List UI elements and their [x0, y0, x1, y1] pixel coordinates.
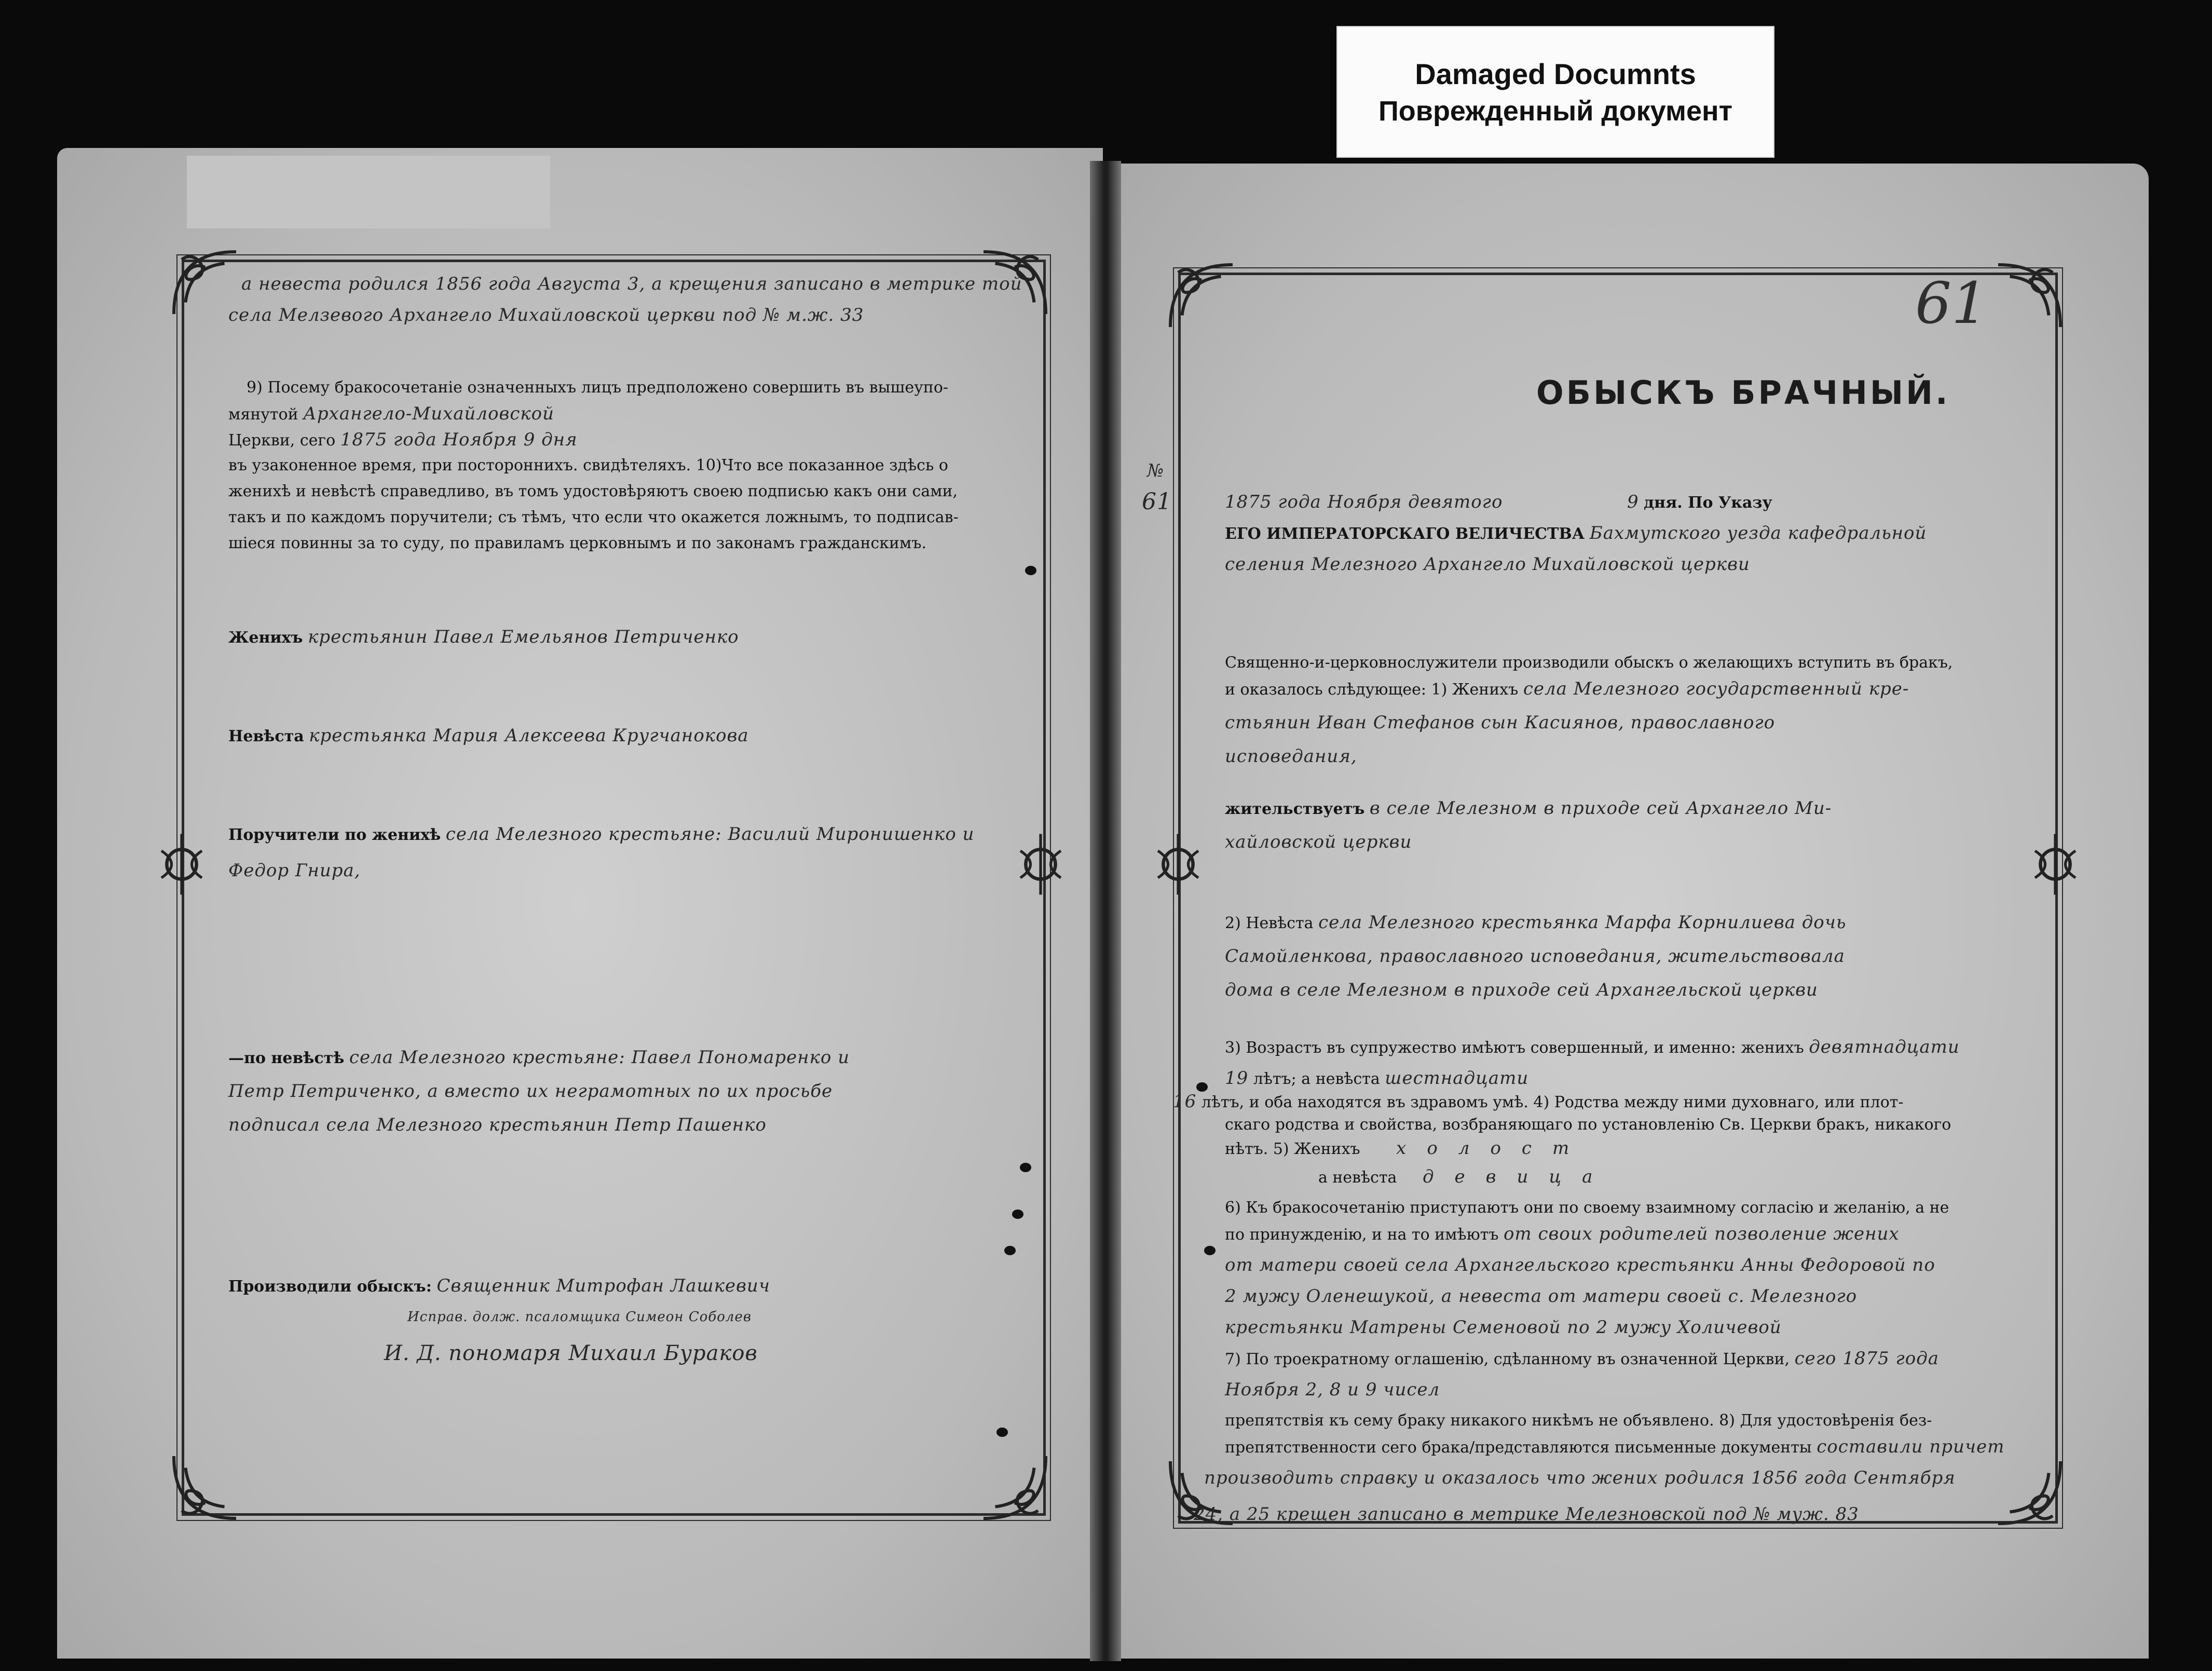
majesty-line-b: селения Мелезного Архангело Михайловской церкви	[1225, 554, 1750, 575]
corner-ornament-icon	[976, 1448, 1054, 1526]
item9-printed-text: мянутой	[228, 405, 298, 424]
date-line	[1225, 488, 1772, 517]
bride-name-handwritten: крестьянка Мария Алексеева Кругчанокова	[309, 725, 749, 746]
record-no-label: №	[1147, 460, 1165, 481]
banns-line-e: производить справку и оказалось что жених родился 1856 года Сентября	[1204, 1468, 1956, 1488]
document-title: ОБЫСКЪ БРАЧНЫЙ.	[1536, 374, 1950, 412]
record-no-value: 61	[1142, 488, 1172, 515]
bride-line-c: дома в селе Мелезном в приходе сей Архангельской церкви	[1225, 980, 1818, 1000]
age-printed: 3) Возрастъ въ супружество имѣютъ совершенный, и именно: женихъ	[1225, 1039, 1804, 1057]
item9-line-c	[228, 426, 578, 455]
corner-ornament-icon	[1163, 257, 1240, 335]
damage-hole	[1204, 1246, 1216, 1255]
sureties-line-b: Федор Гнира,	[228, 860, 361, 881]
groom-label: Женихъ	[228, 629, 303, 647]
side-ornament-icon	[2022, 831, 2089, 898]
bride-age-number: 16	[1173, 1091, 1197, 1112]
item9-line-f: такъ и по каждомъ поручители; съ тѣмъ, что если что окажется ложнымъ, то подписав-	[228, 508, 959, 526]
bride-sureties-line-c: подписал села Мелезного крестьянин Петр Пашенко	[228, 1115, 767, 1135]
banns-line-a	[1225, 1344, 1939, 1374]
corner-ornament-icon	[166, 1448, 244, 1526]
residence-line-a	[1225, 794, 1832, 823]
bride-line	[228, 722, 749, 751]
consent-line-d: 2 мужу Оленешукой, а невеста от матери своей с. Мелезного	[1225, 1286, 1858, 1307]
conducted-line-b: Исправ. долж. псаломщика Симеон Соболев	[407, 1309, 752, 1325]
clergy-line-d: исповедания,	[1225, 746, 1357, 767]
majesty-printed: ЕГО ИМПЕРАТОРСКАГО ВЕЛИЧЕСТВА	[1225, 525, 1585, 543]
item9-line-g: шіеся повинны за то суду, по правиламъ церковнымъ и по законамъ гражданскимъ.	[228, 534, 927, 552]
date-day-printed: дня. По Указу	[1644, 494, 1772, 512]
side-ornament-icon	[148, 831, 215, 898]
damage-hole	[1020, 1163, 1031, 1172]
bride-handwritten: села Мелезного крестьянка Марфа Корнилиева дочь	[1318, 912, 1847, 933]
majesty-handwritten: Бахмутского уезда кафедральной	[1589, 523, 1927, 544]
age-line-f	[1318, 1163, 1613, 1192]
residence-line-b: хайловской церкви	[1225, 832, 1412, 852]
banns-line-c: препятствія къ сему браку никакого никѣмъ не объявлено. 8) Для удостовѣренія без-	[1225, 1411, 1932, 1430]
banns-line-f: 24, а 25 крещен записано в метрике Мелезновской под № муж. 83	[1194, 1504, 1859, 1525]
book-gutter	[1090, 161, 1121, 1661]
bride-sureties-line-b: Петр Петриченко, а вместо их неграмотных по их просьбе	[228, 1081, 833, 1102]
conducted-line-a	[228, 1272, 770, 1301]
age-line-a	[1225, 1033, 1960, 1062]
banns-handwritten: сего 1875 года	[1794, 1348, 1940, 1369]
left-page-tab	[187, 156, 550, 228]
corner-ornament-icon	[1990, 1453, 2068, 1531]
banns-line-b: Ноября 2, 8 и 9 чисел	[1225, 1379, 1440, 1400]
item9-line-a: 9) Посему бракосочетаніе означенныхъ лицъ предположено совершить въ вышеупо-	[247, 378, 949, 397]
left-continuation-line-1: а невеста родился 1856 года Августа 3, а крещения записано в метрике той	[241, 274, 1022, 294]
damage-hole	[1004, 1246, 1016, 1255]
damage-hole	[996, 1428, 1008, 1437]
item9-line-d: въ узаконенное время, при постороннихъ. свидѣтеляхъ. 10)Что все показанное здѣсь о	[228, 456, 948, 474]
groom-line	[228, 623, 739, 652]
majesty-line	[1225, 519, 1927, 548]
groom-name-handwritten: крестьянин Павел Емельянов Петриченко	[308, 627, 739, 647]
damage-hole	[1025, 566, 1036, 575]
age-printed: нѣтъ. 5) Женихъ	[1225, 1140, 1360, 1158]
side-ornament-icon	[1007, 831, 1074, 898]
age-printed: лѣтъ; а невѣста	[1253, 1070, 1380, 1088]
bride-line-b: Самойленкова, православного исповедания, жительствовала	[1225, 946, 1845, 967]
item9-line-b	[228, 400, 554, 429]
banns-line-d	[1225, 1433, 2004, 1462]
corner-ornament-icon	[1990, 257, 2068, 335]
damaged-document-label	[1336, 26, 1774, 158]
bride-sureties-label: —по невѣстѣ	[228, 1049, 345, 1067]
date-day-handwritten: 9	[1627, 492, 1639, 512]
residence-printed: жительствуетъ	[1225, 800, 1365, 818]
sureties-line-a	[228, 820, 974, 849]
conducted-label: Производили обыскъ:	[228, 1278, 432, 1296]
age-printed: лѣтъ, и оба находятся въ здравомъ умѣ. 4) Родства между ними духовнаго, или плот-	[1201, 1093, 1904, 1111]
consent-line-a: 6) Къ бракосочетанію приступаютъ они по своему взаимному согласію и желанію, а не	[1225, 1199, 1949, 1217]
residence-handwritten: в селе Мелезном в приходе сей Архангело Ми-	[1369, 798, 1832, 819]
item9-church-handwritten: Архангело-Михайловской	[303, 403, 555, 424]
item9-date-handwritten: 1875 года Ноября 9 дня	[340, 429, 578, 450]
left-continuation-line-2: села Мелзевого Архангело Михайловской церкви под № м.ж. 33	[228, 305, 864, 325]
clergy-line-a: Священно-и-церковнослужители производили обыскъ о желающихъ вступить въ бракъ,	[1225, 654, 1953, 672]
sureties-handwritten: села Мелезного крестьяне: Василий Миронишенко и	[445, 824, 975, 845]
consent-printed: по принужденію, и на то имѣютъ	[1225, 1226, 1499, 1244]
bride-sureties-line-a	[228, 1043, 850, 1072]
conducted-line-c: И. Д. пономаря Михаил Бураков	[384, 1341, 758, 1365]
bride-label: Невѣста	[228, 727, 304, 745]
groom-status-handwritten: холост	[1396, 1138, 1590, 1159]
clergy-line-b	[1225, 675, 1909, 704]
bride-line-a	[1225, 908, 1846, 938]
clergy-line-c: стьянин Иван Стефанов сын Касиянов, православного	[1225, 712, 1776, 733]
groom-age-number: 19	[1225, 1068, 1249, 1089]
banns-printed: препятственности сего брака/представляются письменные документы	[1225, 1438, 1812, 1457]
clergy-printed: и оказалось слѣдующее: 1) Женихъ	[1225, 681, 1519, 699]
item9-printed-text: Церкви, сего	[228, 431, 336, 450]
damage-hole	[1196, 1082, 1208, 1092]
consent-line-b	[1225, 1220, 1900, 1249]
item9-line-e: женихѣ и невѣстѣ справедливо, въ томъ удостовѣряютъ своею подписью какъ они сами,	[228, 482, 958, 500]
label-line-russian: Поврежденный документ	[1378, 96, 1733, 127]
banns-handwritten: составили причет	[1817, 1436, 2005, 1457]
age-line-e	[1225, 1134, 1590, 1163]
date-handwritten: 1875 года Ноября девятого	[1225, 492, 1503, 512]
sureties-label: Поручители по женихѣ	[228, 826, 441, 844]
bride-printed: 2) Невѣста	[1225, 914, 1314, 932]
consent-line-c: от матери своей села Архангельского крестьянки Анны Федоровой по	[1225, 1255, 1935, 1275]
bride-sureties-handwritten: села Мелезного крестьяне: Павел Пономаренко и	[349, 1047, 850, 1068]
bride-age-words: шестнадцати	[1385, 1068, 1529, 1089]
damage-hole	[1012, 1210, 1023, 1219]
banns-printed: 7) По троекратному оглашенію, сдѣланному въ означенной Церкви,	[1225, 1350, 1790, 1368]
priest-signature: Священник Митрофан Лашкевич	[436, 1275, 770, 1296]
page-number: 61	[1915, 270, 1988, 336]
label-line-english: Damaged Documnts	[1415, 58, 1696, 90]
bride-status-handwritten: девица	[1422, 1166, 1614, 1187]
consent-handwritten: от своих родителей позволение жених	[1503, 1224, 1900, 1244]
age-line-d: скаго родства и свойства, возбраняющаго по установленію Св. Церкви бракъ, никакого	[1225, 1116, 1951, 1134]
side-ornament-icon	[1144, 831, 1212, 898]
groom-age-words: девятнадцати	[1809, 1037, 1960, 1057]
consent-line-e: крестьянки Матрены Семеновой по 2 мужу Холичевой	[1225, 1317, 1782, 1338]
clergy-handwritten: села Мелезного государственный кре-	[1523, 678, 1909, 699]
age-printed: а невѣста	[1318, 1169, 1397, 1187]
